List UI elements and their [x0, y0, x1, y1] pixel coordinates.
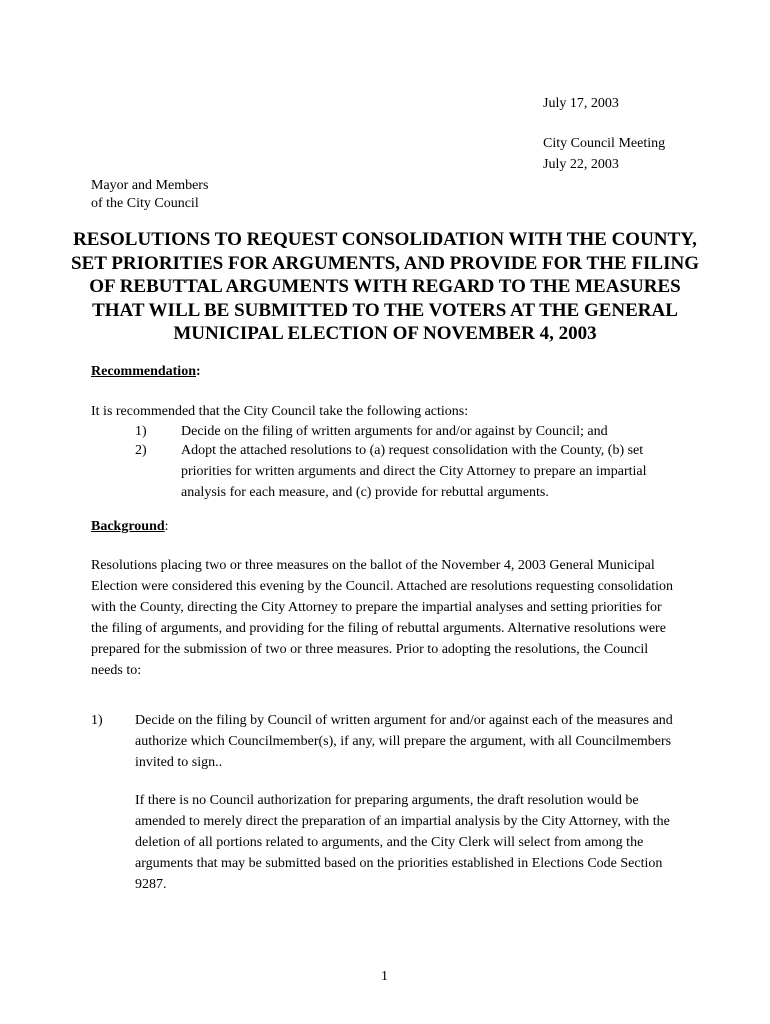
recommendation-heading: Recommendation — [91, 364, 196, 379]
letter-date: July 17, 2003 — [543, 96, 619, 111]
background-paragraph: Resolutions placing two or three measures on the ballot of the November 4, 2003 General Municipal Election were considered this evening by the Council. Attached are resolutions requesting consolidation with the County, directing the City Attorney to prepare the impartial analyses and setting priorities for the filing of arguments, and providing for the filing of rebuttal arguments. Alternative resolutions were prepared for the submission of two or three measures. Prior to adopting the resolutions, the Council needs to: — [91, 558, 674, 678]
recommendation-item-1-text: Decide on the filing of written arguments for and/or against by Council; and — [181, 424, 608, 439]
recommendation-heading-line — [91, 361, 201, 382]
recommendation-item-1-number: 1) — [135, 424, 147, 439]
addressee-line-2: of the City Council — [91, 196, 199, 211]
background-item-1-followup: If there is no Council authorization for preparing arguments, the draft resolution would be amended to merely direct the preparation of an impartial analysis by the City Attorney, with the deletion of all portions related to arguments, and the City Clerk will select from among the arguments that may be submitted based on the priorities established in Elections Code Section 9287. — [135, 793, 670, 892]
background-heading-line — [91, 516, 169, 537]
document-title: RESOLUTIONS TO REQUEST CONSOLIDATION WITH THE COUNTY, SET PRIORITIES FOR ARGUMENTS, AND PROVIDE FOR THE FILING OF REBUTTAL ARGUMENTS WITH REGARD TO THE MEASURES THAT WILL BE SUBMITTED TO THE VOTERS AT THE GENERAL MUNICIPAL ELECTION OF NOVEMBER 4, 2003 — [71, 229, 699, 344]
page-number: 1 — [381, 969, 388, 984]
background-item-1-number: 1) — [91, 713, 103, 728]
background-item-1-text: Decide on the filing by Council of written argument for and/or against each of the measures and authorize which Councilmember(s), if any, will prepare the argument, with all Councilmembers invited to sign.. — [135, 713, 673, 770]
recommendation-intro: It is recommended that the City Council take the following actions: — [91, 404, 469, 419]
meeting-date: July 22, 2003 — [543, 157, 619, 172]
background-heading: Background — [91, 519, 165, 534]
recommendation-heading-colon: : — [196, 364, 201, 379]
addressee-line-1: Mayor and Members — [91, 178, 209, 193]
meeting-label: City Council Meeting — [543, 136, 666, 151]
recommendation-item-2-text: Adopt the attached resolutions to (a) request consolidation with the County, (b) set priorities for written arguments and direct the City Attorney to prepare an impartial analysis for each measure, and (c) provide for rebuttal arguments. — [181, 443, 647, 500]
background-heading-colon: : — [164, 519, 169, 534]
recommendation-item-2-number: 2) — [135, 443, 147, 458]
